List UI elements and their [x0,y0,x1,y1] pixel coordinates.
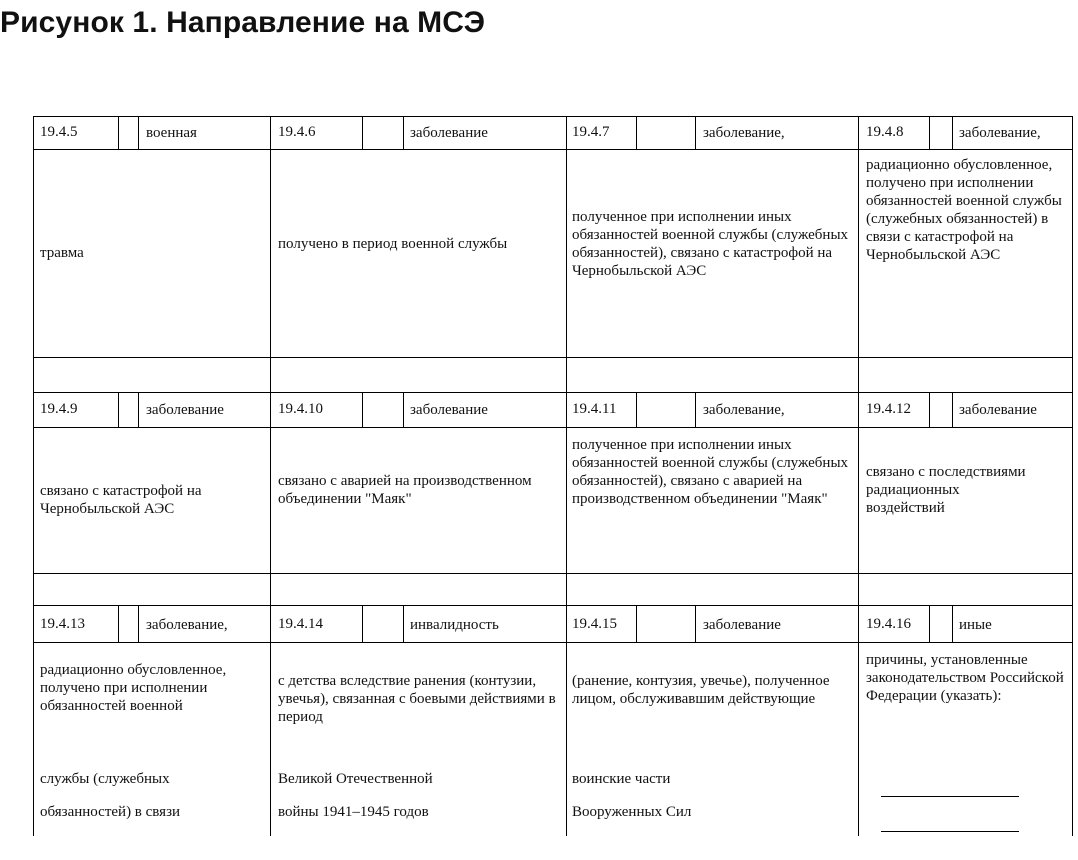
checkbox-19-4-16[interactable] [930,606,952,642]
item-label: инвалидность [410,617,499,633]
item-label: заболевание [703,617,781,633]
checkbox-19-4-12[interactable] [930,393,952,427]
checkbox-19-4-8[interactable] [930,117,952,149]
checkbox-19-4-7[interactable] [637,117,695,149]
checkbox-19-4-14[interactable] [363,606,403,642]
item-code: 19.4.8 [866,124,904,140]
checkbox-19-4-15[interactable] [637,606,695,642]
column-divider-1 [270,116,271,836]
figure-title: Рисунок 1. Направление на МСЭ [0,6,486,39]
item-label: заболевание [146,402,224,418]
item-description: (ранение, контузия, увечье), полученное лицом, обслуживавшим действующие [572,673,830,707]
item-description-continued: обязанностей) в связи [40,804,181,820]
item-description: связано с катастрофой на Чернобыльской АЭС [40,483,202,517]
item-code: 19.4.14 [278,616,323,632]
item-description: радиационно обусловленное, получено при исполнении обязанностей военной службы (служебных обязанностей) в связи с катастрофой на Чернобыльской АЭС [866,157,1062,263]
item-code: 19.4.10 [278,401,323,417]
item-label: заболевание [410,125,488,141]
checkbox-19-4-6[interactable] [363,117,403,149]
item-code: 19.4.12 [866,401,911,417]
item-description: травма [40,245,84,261]
row-1-header-line [33,149,1073,150]
checkbox-19-4-5[interactable] [119,117,138,149]
table-border-right [1072,116,1073,836]
checkbox-19-4-13[interactable] [119,606,138,642]
item-description: причины, установленные законодательством Российской Федерации (указать): [866,652,1064,704]
item-description: с детства вследствие ранения (контузии, увечья), связанная с боевыми действиями в период [278,673,556,725]
row-2-body-line [33,573,1073,574]
mse-referral-form-table [33,116,1073,836]
row-3-header-line [33,642,1073,643]
table-border-left [33,116,34,836]
item-label: военная [146,125,197,141]
row-1-body-line [33,357,1073,358]
checkbox-19-4-10[interactable] [363,393,403,427]
item-description: связано с аварией на производственном объединении "Маяк" [278,473,532,507]
item-code: 19.4.9 [40,401,78,417]
other-reason-line-1[interactable] [881,796,1019,797]
item-label: заболевание, [703,125,785,141]
item-description-continued: Великой Отечественной [278,771,433,787]
item-label: заболевание, [146,617,228,633]
other-reason-line-2[interactable] [881,831,1019,832]
table-border-top [33,116,1073,117]
item-description: связано с последствиями радиационных воздействий [866,464,1026,516]
item-label: заболевание [410,402,488,418]
item-label: заболевание, [703,402,785,418]
item-description-continued: войны 1941–1945 годов [278,804,429,820]
item-code: 19.4.13 [40,616,85,632]
item-description: радиационно обусловленное, получено при исполнении обязанностей военной [40,662,227,714]
item-code: 19.4.15 [572,616,617,632]
item-label: заболевание [959,402,1037,418]
item-code: 19.4.7 [572,124,610,140]
item-description: получено в период военной службы [278,236,508,252]
item-label: заболевание, [959,125,1041,141]
checkbox-19-4-9[interactable] [119,393,138,427]
checkbox-19-4-11[interactable] [637,393,695,427]
item-code: 19.4.16 [866,616,911,632]
column-divider-2 [566,116,567,836]
item-label: иные [959,617,992,633]
spacer-2-line [33,605,1073,606]
item-code: 19.4.11 [572,401,617,417]
item-description-continued: службы (служебных [40,771,170,787]
spacer-1-line [33,392,1073,393]
item-description: полученное при исполнении иных обязанностей военной службы (служебных обязанностей), связано с аварией на производственном объединении "Маяк" [572,437,849,507]
item-description-continued: воинские части [572,771,671,787]
item-code: 19.4.5 [40,124,78,140]
item-description: полученное при исполнении иных обязанностей военной службы (служебных обязанностей), связано с катастрофой на Чернобыльской АЭС [572,209,849,279]
row-2-header-line [33,427,1073,428]
item-description-continued: Вооруженных Сил [572,804,692,820]
item-code: 19.4.6 [278,124,316,140]
